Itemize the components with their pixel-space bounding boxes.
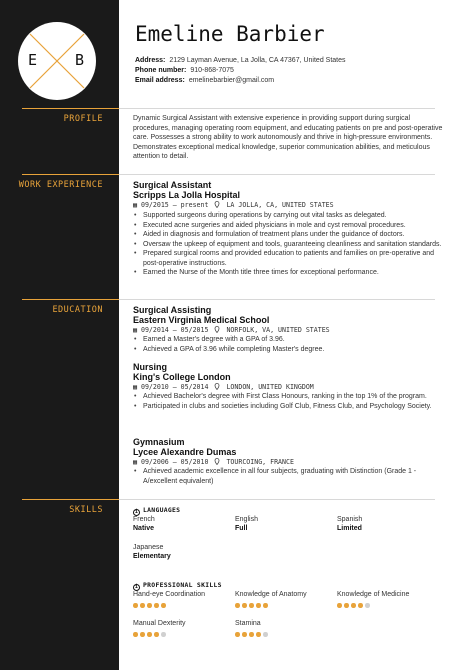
rating-dot-filled [242, 632, 247, 637]
contact-address [135, 57, 346, 64]
info-icon: i [134, 584, 139, 590]
education-location: LONDON, UNITED KINGDOM [226, 383, 314, 391]
calendar-icon: ▦ [133, 458, 137, 466]
monogram-initial-last: B [75, 51, 85, 69]
location-pin-icon [214, 458, 220, 465]
rating-dot-empty [263, 632, 268, 637]
language-level: Limited [337, 525, 362, 532]
contact-label: Phone number: [135, 67, 187, 74]
location-pin-icon [214, 383, 220, 390]
rating-dot-filled [256, 632, 261, 637]
section-label-experience: WORK EXPERIENCE [18, 180, 103, 190]
job-location: LA JOLLA, CA, UNITED STATES [226, 201, 334, 209]
rating-dot-filled [133, 632, 138, 637]
sidebar-divider [22, 174, 119, 175]
sidebar-divider [22, 299, 119, 300]
sidebar [0, 0, 119, 670]
skill-name: Hand-eye Coordination [133, 591, 205, 598]
education-school: King's College London [133, 372, 231, 382]
rating-dot-empty [161, 632, 166, 637]
rating-dot-filled [147, 603, 152, 608]
contact-phone [135, 67, 234, 74]
list-item: • Supported surgeons during operations by carrying out vital tasks as delegated. [133, 211, 445, 221]
job-meta [133, 201, 334, 209]
education-location: TOURCOING, FRANCE [226, 458, 294, 466]
job-employer: Scripps La Jolla Hospital [133, 190, 241, 200]
skill-rating [235, 603, 275, 609]
skill-name: Stamina [235, 620, 261, 627]
section-label-education: EDUCATION [52, 305, 103, 315]
main-divider [119, 499, 435, 500]
skill-name: Knowledge of Anatomy [235, 591, 307, 598]
list-item: • Achieved Bachelor's degree with First Class Honours, ranking in the top 1% of the program. [133, 392, 445, 402]
rating-dot-filled [140, 632, 145, 637]
location-pin-icon [214, 326, 220, 333]
rating-dot-filled [358, 603, 363, 608]
list-item: • Oversaw the upkeep of equipment and tools, guaranteeing cleanliness and sanitation standards. [133, 240, 445, 250]
job-title: Surgical Assistant [133, 180, 212, 190]
rating-dot-filled [249, 603, 254, 608]
profile-summary: Dynamic Surgical Assistant with extensive experience in providing support during surgical procedures, managing operating room equipment, and educating patients on pre and post-operative care. Possesses a strong ability to work autonomously and thrive in high-pressure environments. Demonstrates exceptional medical knowledge, superior communication abilities, and meticulous attention to detail. [133, 115, 443, 161]
rating-dot-filled [351, 603, 356, 608]
education-title: Nursing [133, 362, 168, 372]
rating-dot-filled [235, 632, 240, 637]
language-name: Japanese [133, 544, 164, 551]
language-level: Native [133, 525, 155, 532]
rating-dot-filled [337, 603, 342, 608]
list-item: • Earned a Master's degree with a GPA of 3.96. [133, 335, 445, 345]
list-item: • Achieved academic excellence in all four subjects, graduating with Distinction (Grade 1 - A/excellent equivalent) [133, 467, 445, 486]
main-divider [119, 299, 435, 300]
rating-dot-filled [147, 632, 152, 637]
monogram-initial-first: E [28, 51, 38, 69]
education-dates: 09/2010 – 05/2014 [140, 383, 209, 391]
education-title: Gymnasium [133, 437, 185, 447]
language-name: French [133, 516, 155, 523]
professional-skills-heading [133, 581, 222, 591]
education-dates: 09/2006 – 05/2010 [140, 458, 209, 466]
rating-dot-filled [235, 603, 240, 608]
skill-name: Manual Dexterity [133, 620, 186, 627]
calendar-icon: ▦ [133, 383, 137, 391]
rating-dot-filled [249, 632, 254, 637]
contact-value: 910-868-7075 [190, 67, 234, 74]
main-divider [119, 108, 435, 109]
rating-dot-filled [242, 603, 247, 608]
skill-name: Knowledge of Medicine [337, 591, 410, 598]
education-bullets [133, 467, 445, 486]
location-pin-icon [214, 201, 220, 208]
info-icon: i [134, 509, 139, 515]
contact-email [135, 77, 274, 84]
language-name: Spanish [337, 516, 363, 523]
skill-rating [235, 632, 275, 638]
rating-dot-empty [365, 603, 370, 608]
list-item: • Achieved a GPA of 3.96 while completing Master's degree. [133, 345, 445, 355]
list-item: • Participated in clubs and societies including Golf Club, Fitness Club, and Psychology Society. [133, 402, 445, 412]
rating-dot-filled [154, 632, 159, 637]
candidate-name: Emeline Barbier [135, 22, 325, 46]
languages-heading [133, 506, 180, 516]
skill-rating [133, 603, 173, 609]
rating-dot-filled [140, 603, 145, 608]
contact-value: 2129 Layman Avenue, La Jolla, CA 47367, United States [169, 57, 346, 64]
language-level: Full [235, 525, 248, 532]
sidebar-divider [22, 108, 119, 109]
list-item: • Earned the Nurse of the Month title three times for exceptional performance. [133, 268, 445, 278]
calendar-icon: ▦ [133, 326, 137, 334]
skill-rating [133, 632, 173, 638]
education-meta [133, 383, 314, 391]
education-meta [133, 326, 330, 334]
professional-skills-heading-text: PROFESSIONAL SKILLS [143, 581, 222, 589]
education-meta [133, 458, 294, 466]
rating-dot-filled [344, 603, 349, 608]
rating-dot-filled [256, 603, 261, 608]
skill-rating [337, 603, 377, 609]
education-location: NORFOLK, VA, UNITED STATES [226, 326, 330, 334]
rating-dot-filled [154, 603, 159, 608]
list-item: • Prepared surgical rooms and provided education to patients and families on pre-operative and post-operative instructions. [133, 249, 445, 268]
section-label-skills: SKILLS [69, 505, 103, 515]
language-name: English [235, 516, 258, 523]
main-divider [119, 174, 435, 175]
education-school: Lycee Alexandre Dumas [133, 447, 237, 457]
monogram-logo [18, 22, 96, 100]
education-title: Surgical Assisting [133, 305, 212, 315]
calendar-icon: ▦ [133, 201, 137, 209]
job-bullets [133, 211, 445, 278]
education-dates: 09/2014 – 05/2015 [140, 326, 209, 334]
education-bullets [133, 335, 445, 354]
rating-dot-filled [133, 603, 138, 608]
list-item: • Aided in diagnosis and formulation of treatment plans under the guidance of doctors. [133, 230, 445, 240]
rating-dot-filled [161, 603, 166, 608]
education-bullets [133, 392, 445, 411]
languages-heading-text: LANGUAGES [143, 506, 181, 514]
language-level: Elementary [133, 553, 171, 560]
section-label-profile: PROFILE [63, 114, 103, 124]
sidebar-divider [22, 499, 119, 500]
education-school: Eastern Virginia Medical School [133, 315, 270, 325]
job-dates: 09/2015 – present [140, 201, 209, 209]
contact-label: Email address: [135, 77, 185, 84]
contact-value[interactable]: emelinebarbier@gmail.com [188, 77, 275, 84]
contact-label: Address: [135, 57, 166, 64]
rating-dot-filled [263, 603, 268, 608]
list-item: • Executed acne surgeries and aided physicians in mole and cyst removal procedures. [133, 221, 445, 231]
